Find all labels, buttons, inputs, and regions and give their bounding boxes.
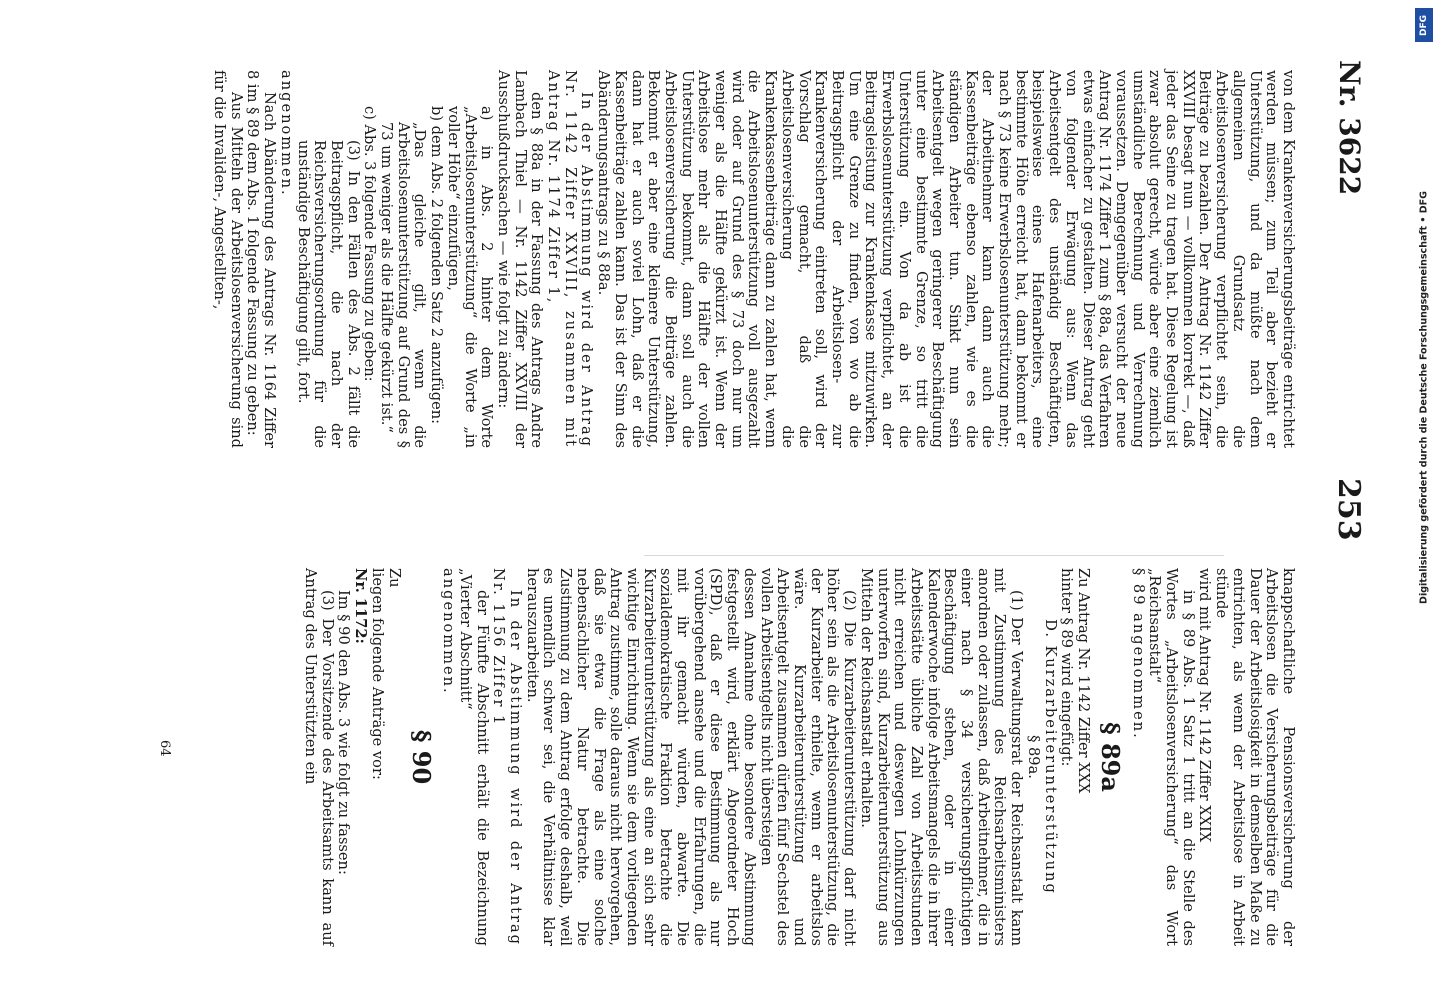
paragraph: liegen folgende Anträge vor:	[368, 568, 386, 780]
paragraph: in § 89 Abs. 1 Satz 1 tritt an die Stelle des Wortes „Arbeitslosenversicherung“ das Wort „Reichsanstalt“	[1146, 568, 1197, 946]
paragraph: Zu	[385, 568, 403, 588]
notice-separator: •	[1418, 216, 1430, 223]
dfg-logo-icon: DFG	[1415, 8, 1433, 42]
paragraph: wird mit Antrag Nr. 1142 Ziffer XXIX	[1196, 568, 1214, 843]
paragraph: b) dem Abs. 2 folgenden Satz 2 anzufügen:	[428, 106, 446, 425]
paragraph: Nach Abänderung des Antrags Nr. 1164 Ziffer 8 im § 89 dem Abs. 1 folgende Fassung zu geben:	[244, 70, 279, 448]
paragraph: hinter § 89 wird eingefügt:	[1058, 568, 1076, 767]
page-header	[1284, 0, 1434, 1000]
paragraph: angenommen.	[277, 70, 295, 197]
paragraph: „Das gleiche gilt, wenn die Arbeitslosenunterstützung auf Grund des § 73 um weniger als die Hälfte gekürzt ist.“	[378, 122, 429, 448]
paragraph: von dem Krankenversicherungsbeiträge entrichtet werden müssen; zum Teil aber bezieht er Unterstützung, und da müßte nach dem allgemeinen Grundsatz die Arbeitslosenversicherung verpflichtet sein, die Beiträge zu bezahlen. Der Antrag Nr. 1142 Ziffer XXVIII besagt nun — vollkommen korrekt —, daß jeder das Seine zu tragen hat. Diese Regelung ist zwar absolut gerecht, würde aber eine ziemlich umständliche Berechnung und Verrechnung voraussetzen. Demgegenüber versucht der neue Antrag Nr. 1174 Ziffer 1 zum § 88a, das Verfahren etwas einfacher zu gestalten. Dieser Antrag geht von folgender Erwägung aus: Wenn das Arbeitsentgelt des unständig Beschäftigten, beispielsweise eines Hafenarbeiters, eine bestimmte Höhe erreicht hat, dann bekommt er nach § 73 keine Erwerbslosenunterstützung mehr; der Arbeitnehmer kann dann auch die Kassenbeiträge ebenso zahlen, wie es die ständigen Arbeiter tun. Sinkt nun sein Arbeitsentgelt wegen geringerer Beschäftigung unter eine bestimmte Grenze, so tritt die Unterstützung ein. Von da ab ist die Erwerbslosenunterstützung verpflichtet, an der Beitragsleistung zur Krankenkasse mitzuwirken. Um eine Grenze zu finden, von wo ab die Beitragspflicht der Arbeitslosen- zur Krankenversicherung eintreten soll, wird der Vorschlag gemacht, daß die Arbeitslosenversicherung die Krankenkassenbeiträge dann zu zahlen hat, wenn die Arbeitslosenunterstützung voll ausgezahlt wird oder auf Grund des § 73 doch nur um weniger als die Hälfte gekürzt ist. Wenn der Arbeitslose mehr als die Hälfte der vollen Unterstützung bekommt, dann soll auch die Arbeitslosenversicherung die Beiträge zahlen. Bekommt er aber eine kleinere Unterstützung, dann hat er auch soviel Lohn, daß er die Kassenbeiträge zahlen kann. Das ist der Sinn des Abänderungsantrags zu § 88a.	[595, 70, 1297, 448]
paragraph: der Fünfte Abschnitt erhält die Bezeichnung „Vierter Abschnitt“	[456, 568, 491, 946]
paragraph: (3) Der Vorsitzende des Arbeitsamts kann auf Antrag des Unterstützten ein	[302, 568, 336, 946]
digitization-notice-text: Digitalisierung gefördert durch die Deutsche Forschungsgemeinschaft	[1418, 225, 1430, 604]
paragraph: angenommen.	[440, 568, 458, 695]
paragraph: § 90	[406, 729, 436, 785]
paragraph: Nr. 1172:	[352, 568, 370, 644]
paragraph: (3) In den Fällen des Abs. 2 fällt die Beitragspflicht, die nach der Reichsversicherungsordnung für die unständige Beschäftigung gilt, fort.	[294, 140, 362, 448]
right-text-column	[301, 568, 1296, 946]
paragraph: § 89a.	[1024, 735, 1042, 779]
paragraph: a) in Abs. 2 hinter dem Worte „Arbeitslosenunterstützung“ die Worte „in voller Höhe“ einzufügen,	[444, 106, 496, 448]
sheet-number: 64	[157, 740, 172, 757]
paragraph: § 89a	[1095, 722, 1125, 792]
page-number: 253	[1331, 478, 1366, 541]
digitization-notice	[1419, 8, 1430, 788]
column-divider	[644, 555, 1224, 556]
paragraph: (2) Die Kurzarbeiterunterstützung darf nicht höher sein als die Arbeitslosenunterstützung, die der Kurzarbeiter erhielte, wenn er arbeitslos wäre. Kurzarbeiterunterstützung und Arbeitsentgelt zusammen dürfen fünf Sechstel des vollen Arbeitsentgelts nicht übersteigen	[757, 568, 859, 946]
paragraph: In der Abstimmung wird der Antrag Nr. 1142 Ziffer XXVIII, zusammen mit Antrag Nr. 1174 Ziffer 1,	[545, 70, 596, 448]
paragraph: In der Abstimmung wird der Antrag Nr. 1156 Ziffer 1	[490, 568, 525, 946]
notice-logo-text: DFG	[1418, 191, 1430, 214]
paragraph: Im § 90 den Abs. 3 wie folgt zu fassen:	[335, 590, 353, 875]
left-text-column	[210, 70, 1296, 448]
paragraph: Zu Antrag Nr. 1142 Ziffer XXX	[1074, 568, 1092, 794]
paragraph: (1) Der Verwaltungsrat der Reichsanstalt kann mit Zustimmung des Reichsarbeitsministers anordnen oder zulassen, daß Arbeitnehmer, die in einer nach § 34 versicherungspflichtigen Beschäftigung stehen, oder in einer Kalenderwoche infolge Arbeitsmangels die in ihrer Arbeitsstätte übliche Zahl von Arbeitsstunden nicht erreichen und deswegen Lohnkürzungen unterworfen sind, Kurzarbeiterunterstützung aus Mitteln der Reichsanstalt erhalten.	[857, 568, 1026, 946]
paragraph: den § 88a in der Fassung des Antrags Andre Lambach Thiel — Nr. 1142 Ziffer XXVIII der Ausschußdrucksachen — wie folgt zu ändern:	[494, 70, 546, 448]
paragraph: dessen Annahme ohne besondere Abstimmung festgestellt wird, erklärt Abgeordneter Hoch (SPD), daß er diese Bestimmung als nur vorübergehend ansehe und die Erfahrungen, die mit ihr gemacht würden, abwarte. Die sozialdemokratische Fraktion betrachte die Kurzarbeiterunterstützung als eine an sich sehr wichtige Einrichtung. Wenn sie dem vorliegenden Antrag zustimme, solle daraus nicht hervorgehen, daß sie etwa die Frage als eine solche nebensächlicher Natur betrachte. Die Zustimmung zu dem Antrag erfolge deshalb, weil es unendlich schwer sei, die Verhältnisse klar herauszuarbeiten.	[523, 568, 758, 946]
paragraph: knappschaftliche Pensionsversicherung der Arbeitslosen die Versicherungsbeiträge für die Dauer der Arbeitslosigkeit in demselben Maße zu entrichten, als wenn der Arbeitslose in Arbeit stünde	[1213, 568, 1297, 946]
paragraph: Aus Mitteln der Arbeitslosenversicherung sind für die Invaliden-, Angestellten-,	[211, 70, 245, 448]
paragraph: D. Kurzarbeiterunterstützung	[1041, 619, 1059, 895]
paragraph: c) Abs. 3 folgende Fassung zu geben:	[361, 106, 379, 382]
document-number: Nr. 3622	[1333, 60, 1366, 196]
paragraph: § 89 angenommen.	[1129, 568, 1147, 740]
